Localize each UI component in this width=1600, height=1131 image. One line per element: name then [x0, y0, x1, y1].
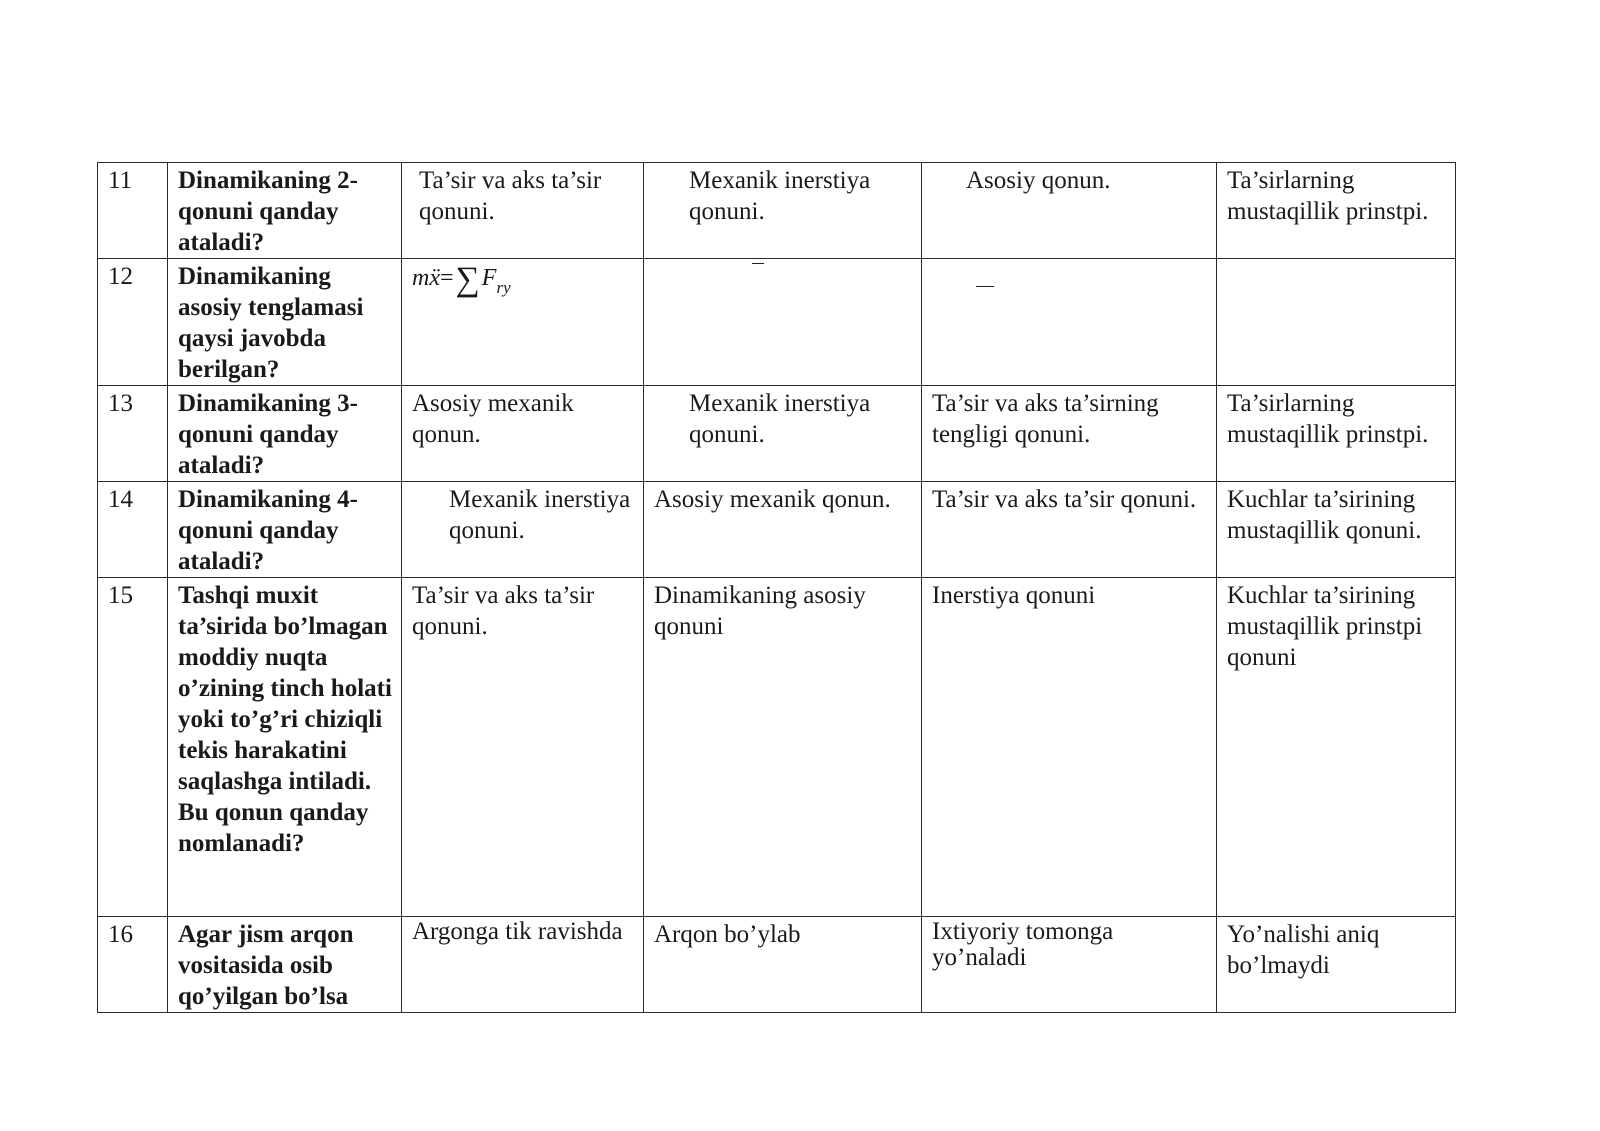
answer-d: Ta’sirlarning mustaqillik prinstpi. [1217, 163, 1456, 259]
formula-dash-mark [752, 263, 764, 264]
question-text: Dinamikaning 3-qonuni qanday ataladi? [168, 386, 402, 482]
table-row [98, 917, 1456, 1013]
answer-d: Ta’sirlarning mustaqillik prinstpi. [1217, 386, 1456, 482]
answer-a: Ta’sir va aks ta’sir qonuni. [402, 578, 644, 917]
answer-b: Asosiy mexanik qonun. [644, 482, 922, 578]
answer-c: Inerstiya qonuni [922, 578, 1217, 917]
answer-d [1217, 259, 1456, 386]
answer-c: Ta’sir va aks ta’sirning tengligi qonuni. [922, 386, 1217, 482]
question-text: Dinamikaning asosiy tenglamasi qaysi javobda berilgan? [168, 259, 402, 386]
table-row [98, 386, 1456, 482]
answer-a [402, 259, 644, 386]
quiz-table [97, 162, 1456, 1013]
question-number: 16 [98, 917, 168, 1013]
question-text: Dinamikaning 2-qonuni qanday ataladi? [168, 163, 402, 259]
question-number: 12 [98, 259, 168, 386]
question-text: Agar jism arqon vositasida osib qo’yilgan bo’lsa [168, 917, 402, 1013]
question-number: 11 [98, 163, 168, 259]
answer-c: Ixtiyoriy tomonga yo’naladi [922, 917, 1217, 1013]
answer-d: Kuchlar ta’sirining mustaqillik qonuni. [1217, 482, 1456, 578]
answer-c: Ta’sir va aks ta’sir qonuni. [922, 482, 1217, 578]
answer-c: Asosiy qonun. [922, 163, 1217, 259]
question-number: 14 [98, 482, 168, 578]
question-number: 15 [98, 578, 168, 917]
answer-a: Argonga tik ravishda [402, 917, 644, 1013]
answer-a: Asosiy mexanik qonun. [402, 386, 644, 482]
table-row [98, 163, 1456, 259]
formula-dash-mark [976, 286, 994, 287]
answer-b: Mexanik inerstiya qonuni. [644, 386, 922, 482]
answer-c [922, 259, 1217, 386]
question-text: Dinamikaning 4-qonuni qanday ataladi? [168, 482, 402, 578]
table-row [98, 259, 1456, 386]
answer-d: Kuchlar ta’sirining mustaqillik prinstpi qonuni [1217, 578, 1456, 917]
answer-d: Yo’nalishi aniq bo’lmaydi [1217, 917, 1456, 1013]
answer-b: Mexanik inerstiya qonuni. [644, 163, 922, 259]
answer-b [644, 259, 922, 386]
table-row [98, 482, 1456, 578]
question-text: Tashqi muxit ta’sirida bo’lmagan moddiy nuqta o’zining tinch holati yoki to’g’ri chiziqli tekis harakatini saqlashga intiladi. Bu qonun qanday nomlanadi? [168, 578, 402, 917]
table-row [98, 578, 1456, 917]
answer-b: Dinamikaning asosiy qonuni [644, 578, 922, 917]
question-number: 13 [98, 386, 168, 482]
answer-b: Arqon bo’ylab [644, 917, 922, 1013]
equation-formula: $mẍ=\sum F_{ry}$ [412, 261, 511, 298]
answer-a: Ta’sir va aks ta’sir qonuni. [402, 163, 644, 259]
answer-a: Mexanik inerstiya qonuni. [402, 482, 644, 578]
